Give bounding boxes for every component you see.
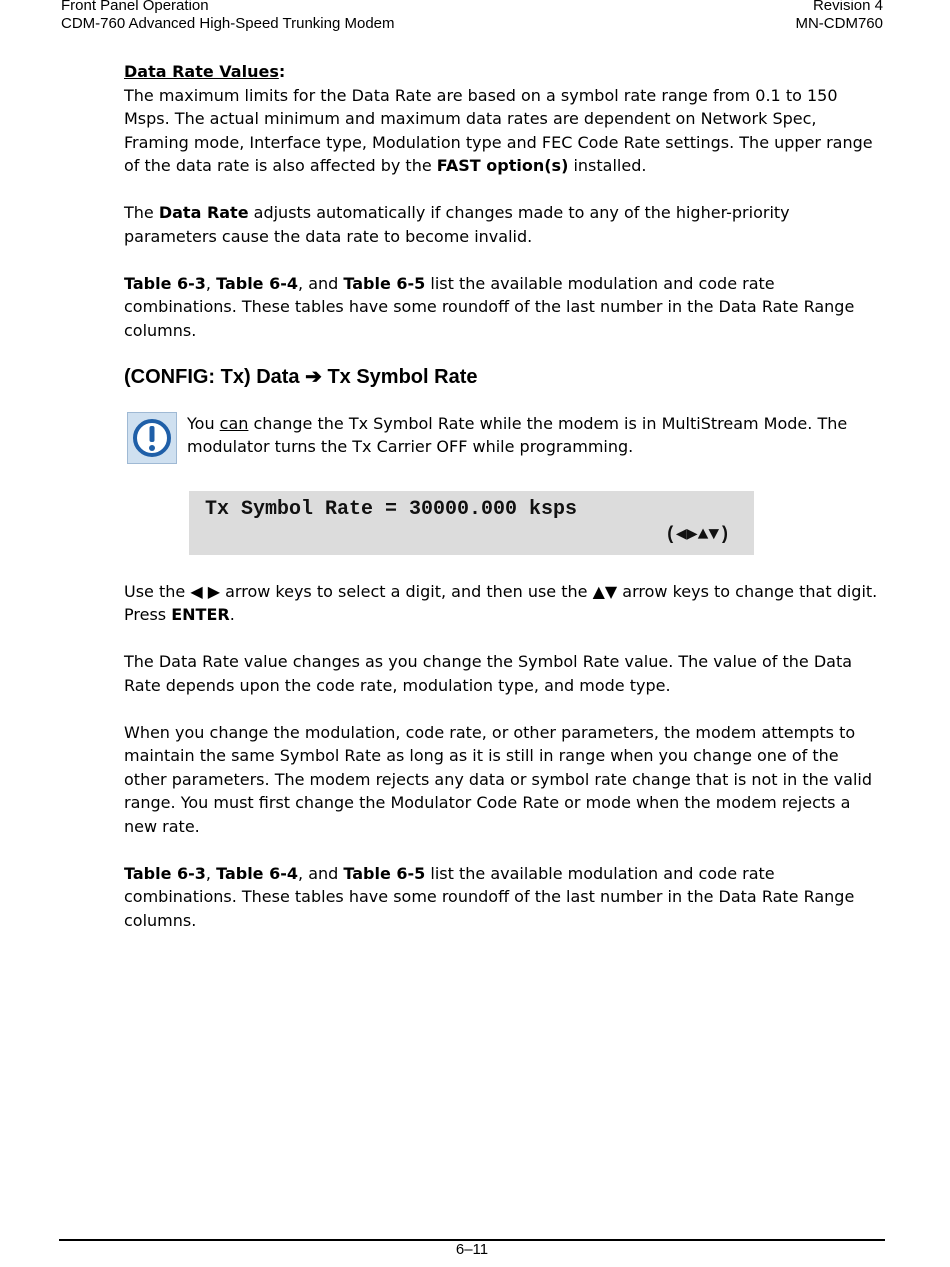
tables-reference-para-1	[124, 272, 884, 343]
enter-key-text: ENTER	[171, 605, 230, 624]
sep: ,	[205, 863, 217, 883]
up-down-arrow-icon: ▲▼	[592, 581, 618, 601]
sep: , and	[298, 273, 344, 293]
table-ref-6-4: Table 6-4	[216, 863, 299, 883]
data-rate-values-para	[124, 60, 884, 178]
lcd-display	[189, 491, 754, 555]
para1-text-b: installed.	[568, 156, 647, 175]
data-rate-changes-para: The Data Rate value changes as you change the Symbol Rate value. The value of the Data Rate depends upon the code rate, modulation type, and mode type.	[124, 652, 853, 695]
p1-text-a: Use the	[124, 581, 191, 601]
header-section-title: Front Panel Operation	[61, 0, 209, 14]
para3-text: list the available modulation and code rate combinations. These tables have some roundoff of the last number in the Data Rate Range columns.	[124, 273, 855, 340]
p1-text-b: arrow keys to select a digit, and then use the	[220, 581, 593, 601]
right-arrow-icon: ➔	[305, 365, 322, 388]
data-rate-values-title: Data Rate Values	[124, 62, 279, 81]
header-manual-number: MN-CDM760	[795, 15, 883, 32]
important-note	[124, 412, 884, 468]
lcd-line-1: Tx Symbol Rate = 30000.000 ksps	[205, 497, 578, 521]
p4-text: list the available modulation and code rate combinations. These tables have some roundoff of the last number in the Data Rate Range columns.	[124, 863, 855, 930]
note-text-b: change the Tx Symbol Rate while the modem is in MultiStream Mode. The modulator turns the Tx Carrier OFF while programming.	[187, 413, 848, 456]
tables-reference-para-2	[124, 862, 884, 933]
modulation-change-para: When you change the modulation, code rate, or other parameters, the modem attempts to maintain the same Symbol Rate as long as it is still in range when you change one of the other parameters. The modem rejects any data or symbol rate change that is not in the valid range. You must first change the Modulator Code Rate or mode when the modem rejects a new rate.	[124, 722, 872, 836]
fast-option-text: FAST option(s)	[436, 156, 569, 175]
p1-text-c: arrow keys to change that digit. Press	[124, 581, 878, 624]
header-document-title: CDM-760 Advanced High-Speed Trunking Modem	[61, 15, 395, 32]
para2-text-b: adjusts automatically if changes made to any of the higher-priority parameters cause the data rate to become invalid.	[124, 203, 790, 246]
exclamation-icon	[127, 412, 177, 464]
header-revision: Revision 4	[812, 0, 883, 14]
arrow-keys-instruction	[124, 580, 884, 627]
note-underlined-can: can	[219, 413, 249, 433]
data-rate-bold: Data Rate	[158, 203, 249, 222]
table-ref-6-3: Table 6-3	[124, 863, 206, 883]
sep: ,	[205, 273, 217, 293]
data-rate-adjust-para	[124, 201, 884, 248]
sep: , and	[298, 863, 344, 883]
page-number: 6–11	[455, 1241, 489, 1258]
title-colon: :	[278, 62, 286, 81]
note-text-a: You	[187, 413, 220, 433]
table-ref-6-5: Table 6-5	[343, 273, 426, 293]
section-heading	[124, 362, 884, 392]
lcd-arrow-keys-hint: (◀▶▲▼)	[665, 524, 730, 545]
note-text	[187, 412, 877, 459]
para2-text-a: The	[124, 203, 159, 222]
p1-text-d: .	[229, 605, 235, 624]
left-right-arrow-icon: ◀ ▶	[190, 581, 221, 601]
table-ref-6-3: Table 6-3	[124, 273, 206, 293]
table-ref-6-5: Table 6-5	[343, 863, 426, 883]
heading-suffix: Tx Symbol Rate	[321, 365, 478, 388]
page-body	[124, 60, 884, 956]
table-ref-6-4: Table 6-4	[216, 273, 299, 293]
para1-text-a: The maximum limits for the Data Rate are based on a symbol rate range from 0.1 to 150 Msps. The actual minimum and maximum data rates are dependent on Network Spec, Framing mode, Interface type, Modulation type and FEC Code Rate settings. The upper range of the data rate is also affected by the	[124, 85, 873, 175]
heading-prefix: (CONFIG: Tx) Data	[124, 365, 306, 388]
